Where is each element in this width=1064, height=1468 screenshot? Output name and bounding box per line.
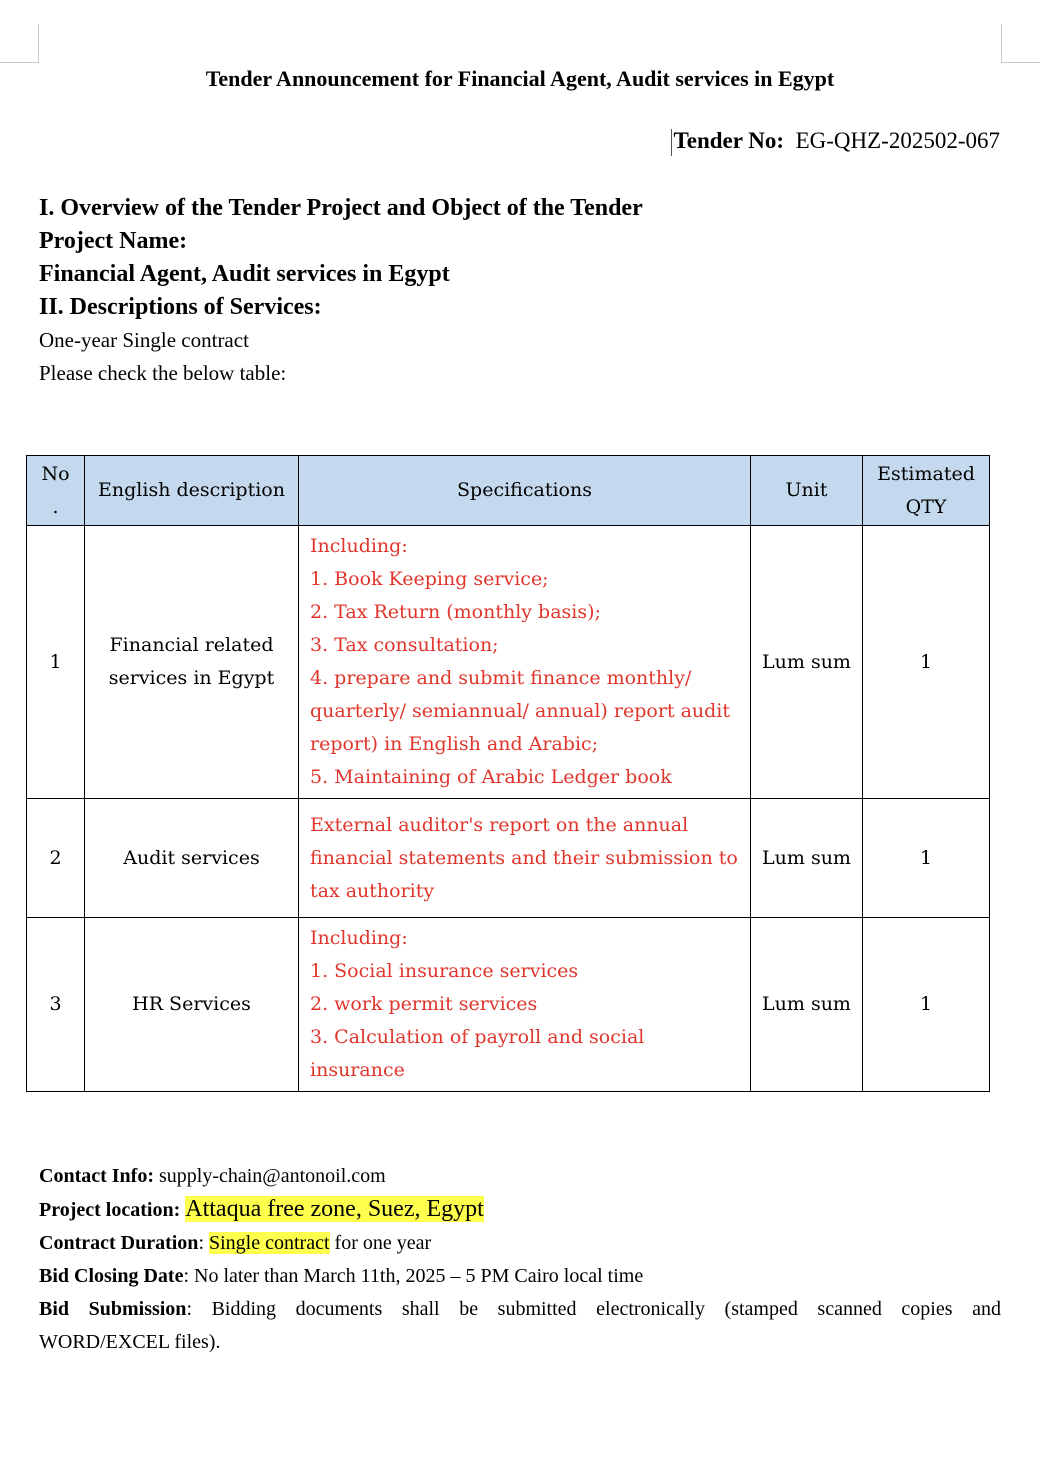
footer-section [39,1160,1001,1359]
tender-no-value: EG-QHZ-202502-067 [795,128,1000,153]
row-description: Financial related services in Egypt [85,526,299,799]
contact-label: Contact Info: [39,1165,154,1187]
spec-line: financial statements and their submission to [310,846,738,869]
row-no: 3 [27,918,85,1092]
spec-line: tax authority [310,879,435,902]
spec-line: 2. work permit services [310,993,538,1015]
spec-line: 5. Maintaining of Arabic Ledger book [310,766,672,788]
row-unit: Lum sum [751,526,863,799]
row-no: 2 [27,799,85,918]
spec-line: Including: [310,927,408,949]
duration-highlight: Single contract [209,1232,330,1254]
contract-note: One-year Single contract [39,328,249,352]
spec-line: 2. Tax Return (monthly basis); [310,601,601,623]
page-corner-mark-left [0,24,39,63]
spec-line: report) in English and Arabic; [310,733,599,755]
row-unit: Lum sum [751,918,863,1092]
header-estimated-qty: Estimated QTY [863,456,990,526]
spec-line: 1. Book Keeping service; [310,568,549,590]
spec-line: 1. Social insurance services [310,960,579,982]
row-no: 1 [27,526,85,799]
header-no: No . [27,456,85,526]
bid-closing-date [39,1260,1001,1293]
spec-line: quarterly/ semiannual/ annual) report audit [310,700,731,722]
contact-info [39,1160,1001,1193]
row-qty: 1 [863,526,990,799]
spec-line: insurance [310,1059,405,1081]
bid-submission-continued: WORD/EXCEL files). [39,1331,221,1353]
contact-email: supply-chain@antonoil.com [154,1165,386,1187]
tender-no-separator: : [776,128,785,153]
header-english-description: English description [85,456,299,526]
project-name-label: Project Name: [39,228,188,254]
tender-no-label: Tender No [673,128,777,153]
location-value: Attaqua free zone, Suez, Egypt [185,1196,484,1222]
header-specifications: Specifications [299,456,751,526]
spec-line: External auditor's report on the annual [310,813,689,836]
row-specifications [299,799,751,918]
table-header-row [27,456,990,526]
text-cursor [671,129,672,156]
table-row [27,526,990,799]
page-corner-mark-right [1001,24,1040,63]
table-row [27,799,990,918]
duration-rest: for one year [329,1232,432,1254]
spec-line: 4. prepare and submit finance monthly/ [310,667,692,689]
row-description: HR Services [85,918,299,1092]
row-qty: 1 [863,918,990,1092]
closing-label: Bid Closing Date [39,1265,184,1287]
spec-line: 3. Calculation of payroll and social [310,1026,645,1048]
services-heading: II. Descriptions of Services: [39,294,322,320]
overview-heading: I. Overview of the Tender Project and Object of the Tender [39,195,643,221]
row-unit: Lum sum [751,799,863,918]
submission-text: : Bidding documents shall be submitted electronically (stamped scanned copies and [186,1298,1001,1320]
submission-label: Bid Submission [39,1298,187,1320]
project-name: Financial Agent, Audit services in Egypt [39,261,450,287]
contract-duration [39,1227,1001,1260]
bid-submission [39,1293,1001,1326]
location-label: Project location: [39,1199,181,1221]
document-title: Tender Announcement for Financial Agent, Audit services in Egypt [205,66,835,91]
duration-separator: : [198,1232,209,1254]
row-qty: 1 [863,799,990,918]
duration-label: Contract Duration [39,1232,199,1254]
row-specifications [299,918,751,1092]
tender-number [671,128,1000,156]
row-description: Audit services [85,799,299,918]
closing-value: : No later than March 11th, 2025 – 5 PM Cairo local time [183,1265,644,1287]
spec-line: Including: [310,535,408,557]
check-table-note: Please check the below table: [39,361,287,385]
table-row [27,918,990,1092]
project-location [39,1193,1001,1227]
header-unit: Unit [751,456,863,526]
spec-line: 3. Tax consultation; [310,634,499,656]
services-table [26,455,990,1092]
overview-section [39,192,643,390]
row-specifications [299,526,751,799]
